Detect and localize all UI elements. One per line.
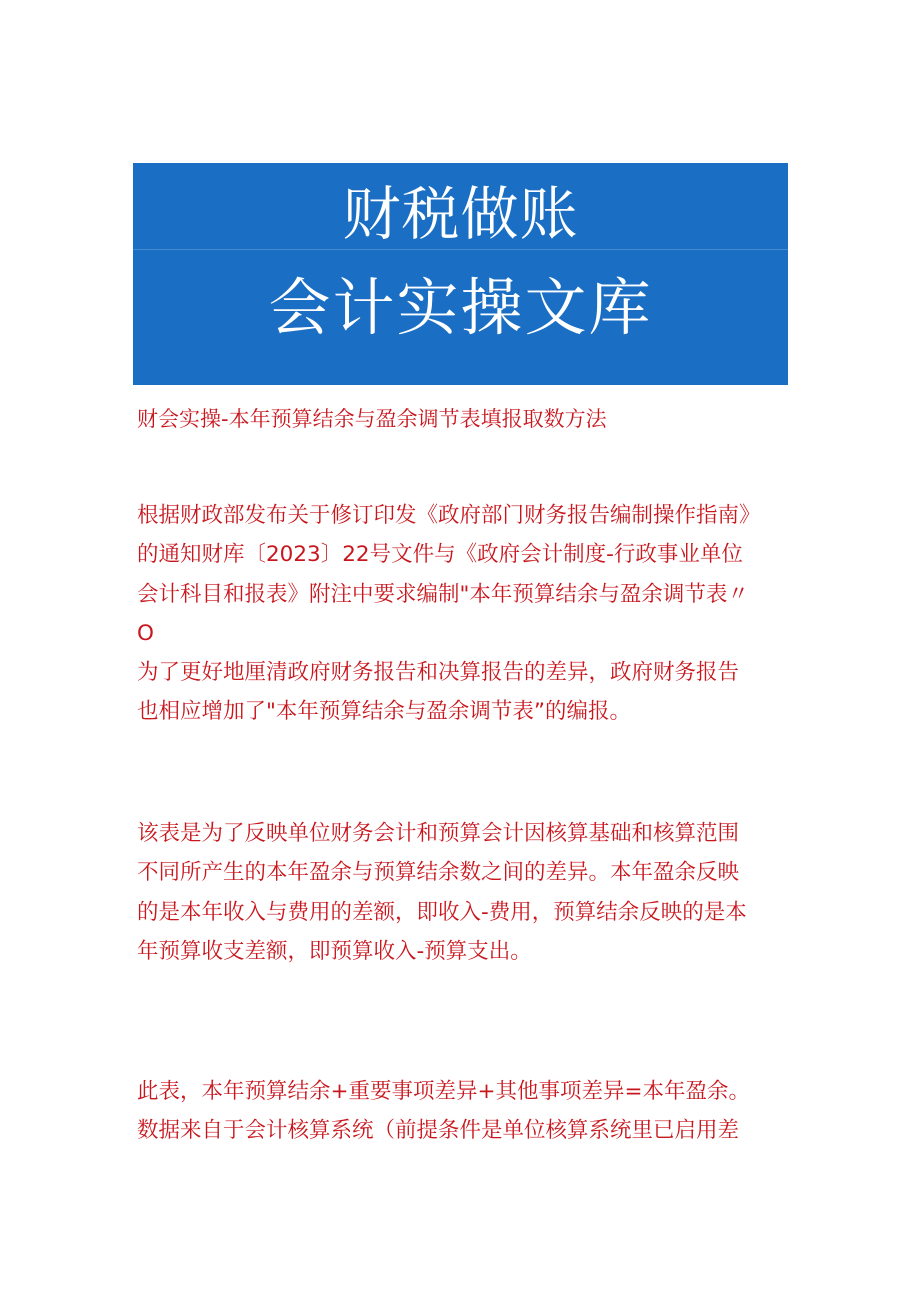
paragraph-line: O <box>137 620 154 646</box>
header-banner <box>133 163 788 385</box>
paragraph-line: 不同所产生的本年盈余与预算结余数之间的差异。本年盈余反映 <box>137 860 740 886</box>
document-title: 财会实操-本年预算结余与盈余调节表填报取数方法 <box>137 407 607 431</box>
paragraph-line: 根据财政部发布关于修订印发《政府部门财务报告编制操作指南》 <box>137 503 761 528</box>
paragraph-line: 数据来自于会计核算系统（前提条件是单位核算系统里已启用差 <box>137 1118 740 1144</box>
paragraph-line: 的是本年收入与费用的差额，即收入-费用，预算结余反映的是本 <box>137 899 747 925</box>
banner-title-line2: 会计实操文库 <box>268 271 653 344</box>
paragraph-3 <box>137 1072 797 1151</box>
paragraph-line: 为了更好地厘清政府财务报告和决算报告的差异，政府财务报告 <box>137 660 740 686</box>
paragraph-1 <box>137 496 797 732</box>
banner-title-line1: 财税做账 <box>342 180 579 248</box>
paragraph-line: 的通知财库〔2023〕22号文件与《政府会计制度-行政事业单位 <box>137 542 743 568</box>
paragraph-line: 年预算收支差额，即预算收入-预算支出。 <box>137 938 532 964</box>
banner-divider <box>133 249 788 250</box>
paragraph-line: 也相应增加了"本年预算结余与盈余调节表”的编报。 <box>137 699 632 725</box>
paragraph-2 <box>137 814 797 971</box>
paragraph-line: 会计科目和报表》附注中要求编制"本年预算结余与盈余调节表〃 <box>137 581 749 607</box>
paragraph-line: 该表是为了反映单位财务会计和预算会计因核算基础和核算范围 <box>137 821 740 846</box>
paragraph-line: 此表，本年预算结余+重要事项差异+其他事项差异=本年盈余。 <box>137 1079 751 1104</box>
